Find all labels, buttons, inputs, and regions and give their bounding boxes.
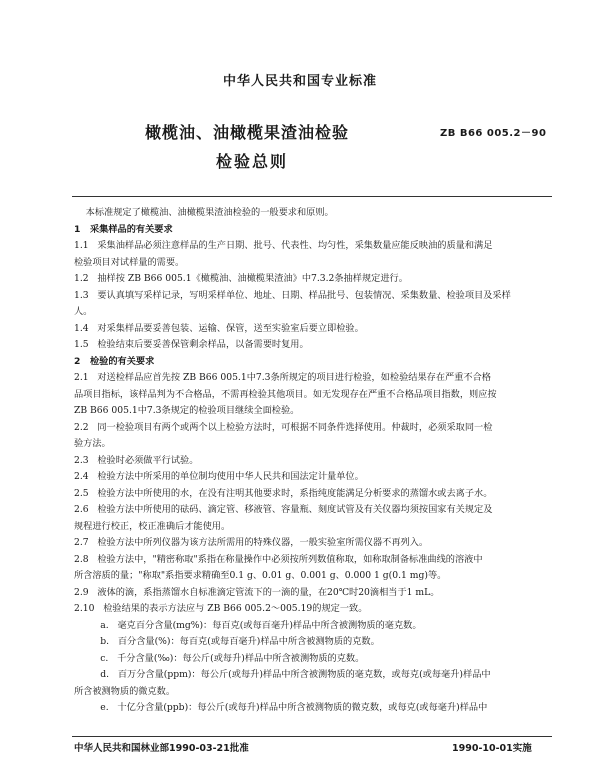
body-line: 2.9 液体的滴，系指蒸馏水自标准滴定管流下的一滴的量，在20℃时20滴相当于1 mL。 [74,586,440,598]
org-title: 中华人民共和国专业标准 [222,74,377,89]
body-line: 人。 [74,306,93,317]
body-line: 2.8 检验方法中，"精密称取"系指在称量操作中必须按所列数值称取，如称取制备标准曲线的溶液中 [74,553,483,565]
list-item-a: a. 毫克百分含量(mg%)：每百克(或每百毫升)样品中所含被测物质的毫克数。 [74,619,422,631]
body-line: 2.10 检验结果的表示方法应与 ZB B66 005.2～005.19的规定一致。 [74,603,368,614]
section-heading: 2 检验的有关要求 [74,355,155,367]
top-rule [72,196,552,197]
standard-title-line2: 检验总则 [216,152,289,171]
body-line: 验方法。 [74,438,111,449]
list-item-e: e. 十亿分含量(ppb)：每公斤(或每升)样品中所含被测物质的微克数，或每克(或每毫升)样品中 [74,702,488,713]
standard-title-line1: 橄榄油、油橄榄果渣油检验 [145,123,350,142]
body-line: 所含被测物质的微克数。 [74,685,176,697]
body-line: 2.2 同一检验项目有两个或两个以上检验方法时，可根据不同条件选择使用。仲裁时，必须采取同一检 [74,421,493,433]
list-item-b: b. 百分含量(%)：每百克(或每百毫升)样品中所含被测物质的克数。 [74,636,380,647]
body-line: 1.3 要认真填写采样记录，写明采样单位、地址、日期、样品批号、包装情况、采集数量、检验项目及采样 [74,289,511,301]
body-line: 1.1 采集油样品必须注意样品的生产日期、批号、代表性、均匀性，采集数量应能反映油的质量和满足 [74,240,493,251]
approval-note: 中华人民共和国林业部1990-03-21批准 [74,743,249,754]
body-line: 1.4 对采集样品要妥善包装、运输、保管，送至实验室后要立即检验。 [74,322,364,334]
body-line: 2.7 检验方法中所列仪器为该方法所需用的特殊仪器，一般实验室所需仪器不再列入。 [74,537,429,548]
body-line: 2.5 检验方法中所使用的水，在没有注明其他要求时，系指纯度能满足分析要求的蒸馏水或去离子水。 [74,487,493,499]
body-line: 2.1 对送检样品应首先按 ZB B66 005.1中7.3条所规定的项目进行检验，如检验结果存在严重不合格 [74,372,491,383]
body-line: 2.6 检验方法中所使用的砝码、滴定管、移液管、容量瓶、刻度试管及有关仪器均须按国家有关规定及 [74,504,493,515]
document-body [74,205,550,717]
body-line: 2.4 检验方法中所采用的单位制均使用中华人民共和国法定计量单位。 [74,471,364,482]
implementation-date: 1990-10-01实施 [452,743,532,754]
section-heading: 1 采集样品的有关要求 [74,223,173,235]
list-item-d: d. 百万分含量(ppm)：每公斤(或每升)样品中所含被测物质的毫克数，或每克(或每毫升)样品中 [74,669,491,680]
body-line: 2.3 检验时必须做平行试验。 [74,454,199,466]
body-line: 1.5 检验结束后要妥善保管剩余样品，以备需要时复用。 [74,339,309,350]
body-line: 品项目指标，该样品判为不合格品，不需再检验其他项目。如无发现存在严重不合格品项目指数，则应按 [74,388,497,400]
body-line: 本标准规定了橄榄油、油橄榄果渣油检验的一般要求和原则。 [74,207,334,218]
body-line: 1.2 抽样按 ZB B66 005.1《橄榄油、油橄榄果渣油》中7.3.2条抽样规定进行。 [74,273,408,284]
standard-code: ZB B66 005.2－90 [440,128,547,139]
body-line: 所含溶质的量；"称取"系指要求精确至0.1 g、0.01 g、0.001 g、0.000 1 g(0.1 mg)等。 [74,570,447,581]
body-line: 规程进行校正，校正准确后才能使用。 [74,520,231,532]
body-line: 检验项目对试样量的需要。 [74,256,185,268]
bottom-rule [72,736,552,737]
list-item-c: c. 千分含量(‰)：每公斤(或每升)样品中所含被测物质的克数。 [74,652,365,664]
body-line: ZB B66 005.1中7.3条规定的检验项目继续全面检验。 [74,405,300,416]
